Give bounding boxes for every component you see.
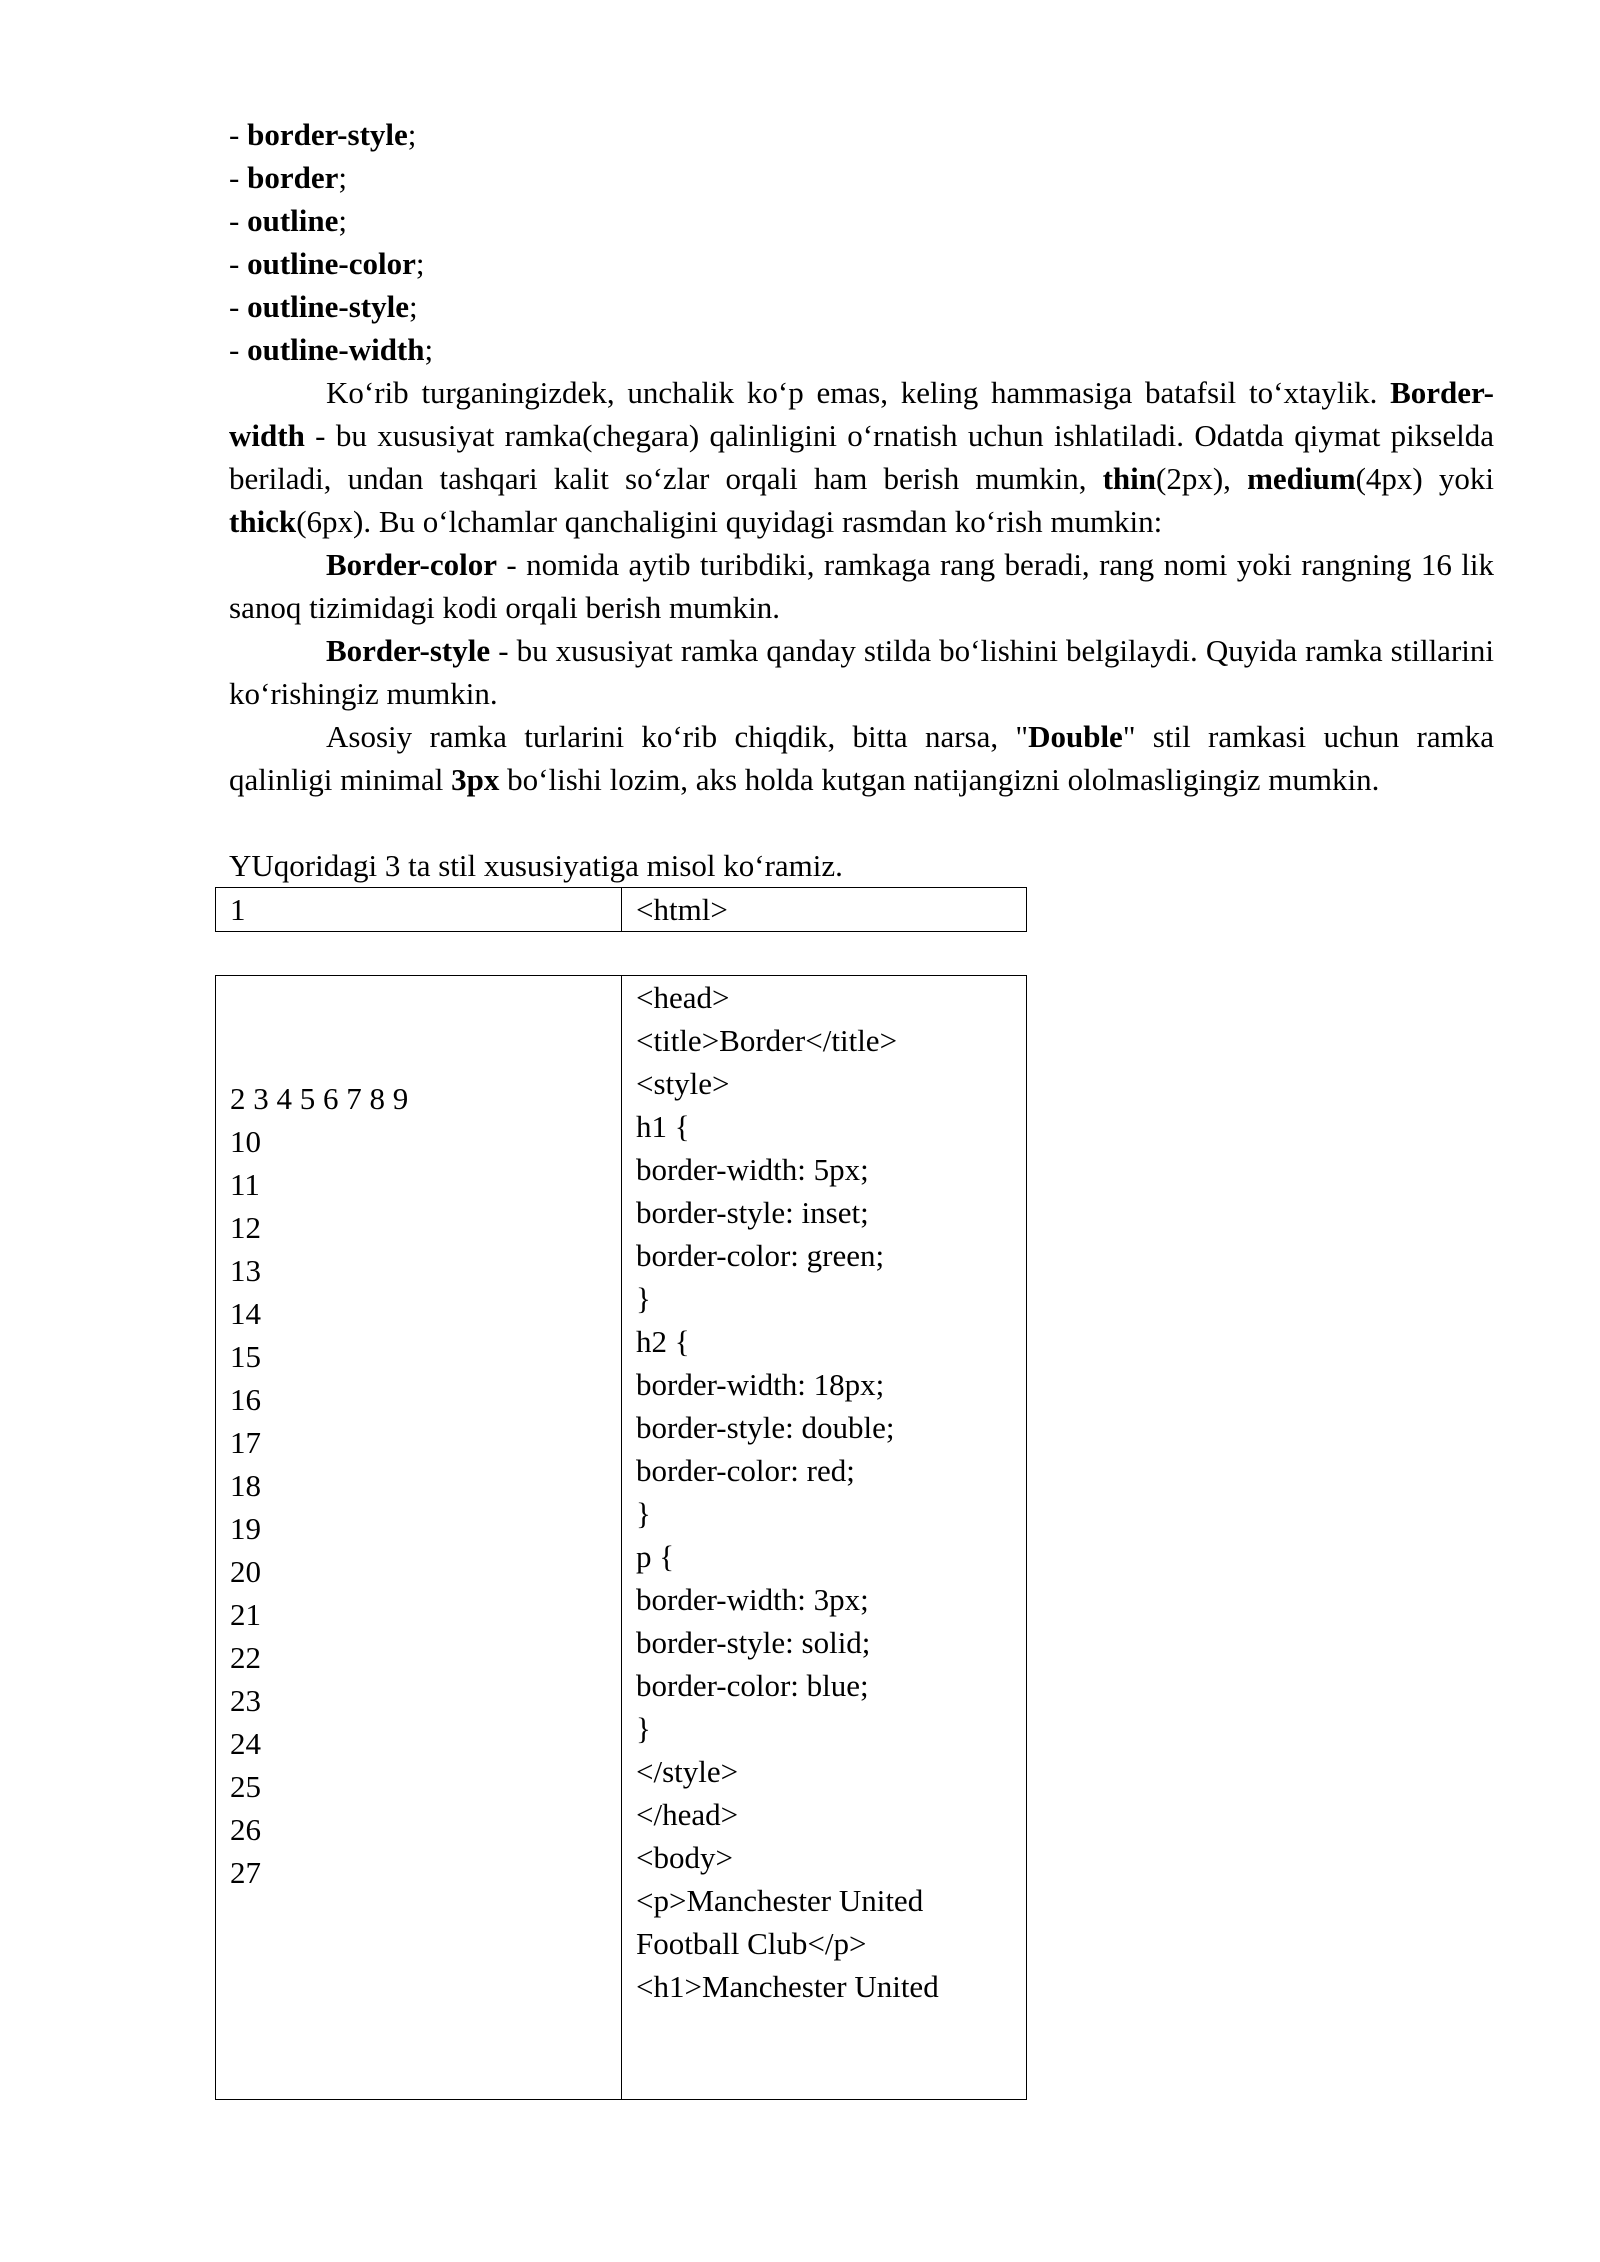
line-number: 19	[230, 1511, 261, 1546]
line-number: 10	[230, 1124, 261, 1159]
code-line: border-color: red;	[636, 1453, 855, 1488]
line-number: 25	[230, 1769, 261, 1804]
line-number: 23	[230, 1683, 261, 1718]
code-line: }	[636, 1281, 651, 1316]
code-line: p {	[636, 1539, 675, 1574]
line-number: 22	[230, 1640, 261, 1675]
code-line: <body>	[636, 1840, 733, 1875]
code-line: border-style: inset;	[636, 1195, 869, 1230]
code-line: border-style: solid;	[636, 1625, 871, 1660]
paragraph-double-note: Asosiy ramka turlarini ko‘rib chiqdik, bitta narsa, "Double" stil ramkasi uchun ramka qalinligi minimal 3px bo‘lishi lozim, aks holda kutgan natijangizni ololmasligingiz mumkin.	[229, 719, 1495, 797]
line-number-cell: 1	[216, 888, 622, 932]
line-number: 17	[230, 1425, 261, 1460]
list-item: - outline-width;	[229, 332, 434, 367]
code-line: </style>	[636, 1754, 739, 1789]
line-number: 12	[230, 1210, 261, 1245]
list-item: - border-style;	[229, 117, 417, 152]
code-line: }	[636, 1496, 651, 1531]
paragraph-border-style: Border-style - bu xususiyat ramka qanday stilda bo‘lishini belgilaydi. Quyida ramka stillarini ko‘rishingiz mumkin.	[229, 633, 1494, 711]
code-line: Football Club</p>	[636, 1926, 867, 1961]
table-row	[216, 888, 1027, 932]
code-cell	[622, 976, 1027, 2100]
code-cell: <html>	[622, 888, 1027, 932]
code-line-list	[636, 976, 1026, 2008]
code-line: border-color: blue;	[636, 1668, 869, 1703]
paragraph-border-width: Ko‘rib turganingizdek, unchalik ko‘p emas, keling hammasiga batafsil to‘xtaylik. Border-width - bu xususiyat ramka(chegara) qalinligini o‘rnatish uchun ishlatiladi. Odatda qiymat pikselda beriladi, undan tashqari kalit so‘zlar orqali ham berish mumkin, thin(2px), medium(4px) yoki thick(6px). Bu o‘lchamlar qanchaligini quyidagi rasmdan ko‘rish mumkin:	[229, 375, 1494, 539]
line-number: 11	[230, 1167, 260, 1202]
code-line: border-style: double;	[636, 1410, 895, 1445]
line-number: 27	[230, 1855, 261, 1890]
code-line: <p>Manchester United	[636, 1883, 924, 1918]
property-list	[229, 113, 1494, 371]
code-line: }	[636, 1711, 651, 1746]
line-number-group: 2 3 4 5 6 7 8 9	[230, 1081, 409, 1116]
line-number: 26	[230, 1812, 261, 1847]
code-line: border-width: 5px;	[636, 1152, 869, 1187]
code-line: h2 {	[636, 1324, 690, 1359]
code-table-main	[215, 975, 1027, 2100]
document-page	[229, 113, 1494, 2100]
line-number: 13	[230, 1253, 261, 1288]
line-number-cell	[216, 976, 622, 2100]
paragraph-border-color: Border-color - nomida aytib turibdiki, ramkaga rang beradi, rang nomi yoki rangning 16 lik sanoq tizimidagi kodi orqali berish mumkin.	[229, 547, 1494, 625]
code-line: border-color: green;	[636, 1238, 885, 1273]
line-number: 18	[230, 1468, 261, 1503]
list-item: - outline-color;	[229, 246, 425, 281]
line-number: 15	[230, 1339, 261, 1374]
code-line: </head>	[636, 1797, 739, 1832]
code-line: h1 {	[636, 1109, 690, 1144]
list-item: - outline-style;	[229, 289, 418, 324]
code-line: border-width: 3px;	[636, 1582, 869, 1617]
line-number: 24	[230, 1726, 261, 1761]
code-line: <h1>Manchester United	[636, 1969, 939, 2004]
code-table-first	[215, 887, 1027, 932]
line-number-list	[230, 1120, 621, 1894]
code-line: <style>	[636, 1066, 730, 1101]
table-row	[216, 976, 1027, 2100]
list-item: - outline;	[229, 203, 347, 238]
line-number: 14	[230, 1296, 261, 1331]
code-line: <title>Border</title>	[636, 1023, 898, 1058]
list-item: - border;	[229, 160, 347, 195]
line-number: 20	[230, 1554, 261, 1589]
code-line: <head>	[636, 980, 730, 1015]
example-intro: YUqoridagi 3 ta stil xususiyatiga misol ko‘ramiz.	[229, 848, 843, 883]
line-number: 21	[230, 1597, 261, 1632]
code-line: border-width: 18px;	[636, 1367, 885, 1402]
line-number: 16	[230, 1382, 261, 1417]
